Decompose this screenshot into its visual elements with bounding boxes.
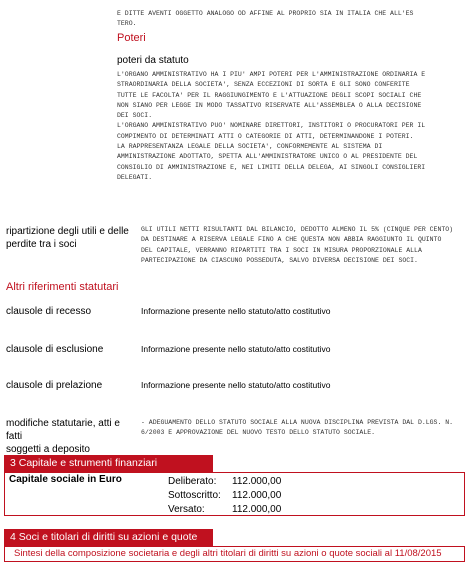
text-line: E DITTE AVENTI OGGETTO ANALOGO OD AFFINE AL PROPRIO SIA IN ITALIA CHE ALL'ES [117, 10, 414, 17]
section3-header: 3 Capitale e strumenti finanziari [4, 455, 213, 472]
recesso-value: Informazione presente nello statuto/atto costitutivo [141, 306, 331, 316]
text-line: TERO. [117, 20, 137, 28]
modifiche-label [6, 417, 138, 456]
esclusione-label: clausole di esclusione [6, 344, 104, 355]
text-line: GLI UTILI NETTI RISULTANTI DAL BILANCIO, DEDOTTO ALMENO IL 5% (CINQUE PER CENTO) [141, 226, 454, 233]
capitale-values [232, 475, 281, 517]
text-line: DELEGATI. [117, 173, 153, 181]
label-line: soggetti a deposito [6, 444, 90, 455]
text-line: NON SIANO PER LEGGE IN MODO TASSATIVO RISERVATE ALL'ASSEMBLEA O ALLA DECISIONE [117, 101, 422, 109]
capitale-keys [168, 475, 221, 517]
altri-title: Altri riferimenti statutari [6, 281, 119, 293]
text-line: 6/2003 E APPROVAZIONE DEL NUOVO TESTO DELLO STATUTO SOCIALE. [141, 429, 376, 437]
versato-value: 112.000,00 [232, 504, 282, 515]
text-line: DEI SOCI. [117, 112, 153, 120]
label-line: modifiche statutarie, atti e fatti [6, 418, 120, 442]
section4-header: 4 Soci e titolari di diritti su azioni e quote [4, 529, 213, 546]
text-line: PARTECIPAZIONE DA CIASCUNO POSSEDUTA, SALVO DIVERSA DECISIONE DEI SOCI. [141, 256, 418, 264]
top-continuation-text [117, 9, 413, 30]
label-line: perdite tra i soci [6, 239, 77, 250]
poteri-title: Poteri [117, 32, 146, 44]
text-line: L'ORGANO AMMINISTRATIVO PUO' NOMINARE DIRETTORI, INSTITORI O PROCURATORI PER IL [117, 122, 426, 130]
text-line: STRAORDINARIA DELLA SOCIETA', SENZA ECCEZIONI DI SORTA E GLI SONO CONFERITE [117, 81, 410, 89]
modifiche-text [141, 418, 467, 439]
text-line: - ADEGUAMENTO DELLO STATUTO SOCIALE ALLA NUOVA DISCIPLINA PREVISTA DAL D.LGS. N. [141, 419, 454, 426]
text-line: DEL CAPITALE, VERRANNO RIPARTITI TRA I SOCI IN MISURA PROPORZIONALE ALLA [141, 246, 422, 254]
capitale-label: Capitale sociale in Euro [9, 474, 122, 485]
deliberato-value: 112.000,00 [232, 476, 282, 487]
section4-summary: Sintesi della composizione societaria e degli altri titolari di diritti su azioni o quote sociali al 11/08/2015 [14, 548, 442, 559]
recesso-label: clausole di recesso [6, 306, 92, 317]
prelazione-label: clausole di prelazione [6, 380, 103, 391]
text-line: TUTTE LE FACOLTA' PER IL RAGGIUNGIMENTO E L'ATTUAZIONE DEGLI SCOPI SOCIALI CHE [117, 91, 422, 99]
ripartizione-label [6, 225, 136, 251]
poteri-subtitle: poteri da statuto [117, 55, 189, 66]
sottoscritto-label: Sottoscritto: [168, 490, 221, 501]
deliberato-label: Deliberato: [168, 476, 217, 487]
text-line: COMPIMENTO DI DETERMINATI ATTI O CATEGORIE DI ATTI, DETERMINANDONE I POTERI. [117, 132, 414, 140]
poteri-text [117, 70, 467, 183]
sottoscritto-value: 112.000,00 [232, 490, 282, 501]
text-line: DA DESTINARE A RISERVA LEGALE FINO A CHE QUESTA NON ABBIA RAGGIUNTO IL QUINTO [141, 236, 442, 244]
text-line: L'ORGANO AMMINISTRATIVO HA I PIU' AMPI POTERI PER L'AMMINISTRAZIONE ORDINARIA E [117, 71, 426, 78]
versato-label: Versato: [168, 504, 205, 515]
text-line: CONSIGLIO DI AMMINISTRAZIONE E, NEI LIMITI DELLA DELEGA, AI SINGOLI CONSIGLIERI [117, 163, 426, 171]
text-line: LA RAPPRESENTANZA LEGALE DELLA SOCIETA', CONFORMEMENTE AL SISTEMA DI [117, 143, 383, 151]
text-line: AMMINISTRAZIONE ADOTTATO, SPETTA ALL'AMMINISTRATORE UNICO O AL PRESIDENTE DEL [117, 153, 418, 161]
esclusione-value: Informazione presente nello statuto/atto costitutivo [141, 344, 331, 354]
ripartizione-text [141, 225, 467, 266]
label-line: ripartizione degli utili e delle [6, 226, 129, 237]
prelazione-value: Informazione presente nello statuto/atto costitutivo [141, 380, 331, 390]
